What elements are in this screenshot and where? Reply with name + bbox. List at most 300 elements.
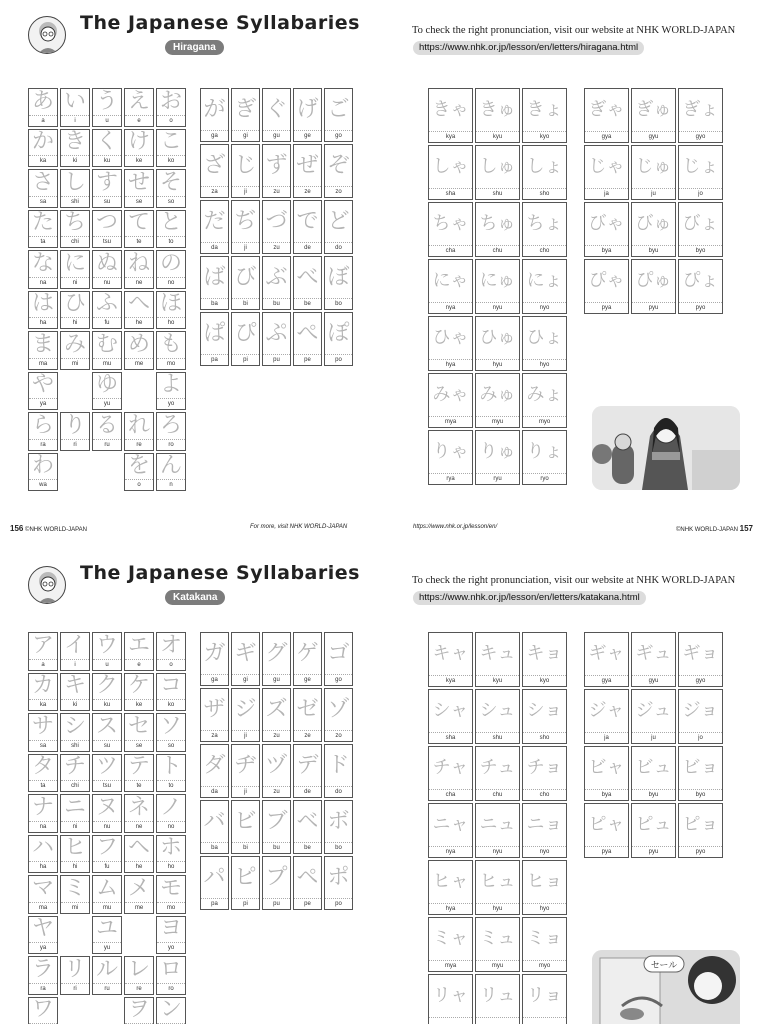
kana-glyph: シャ bbox=[429, 690, 472, 733]
kana-cell bbox=[428, 259, 473, 314]
romaji-label: ja bbox=[604, 735, 609, 741]
kana-glyph: ダ bbox=[201, 745, 228, 787]
kana-cell bbox=[262, 800, 291, 854]
shopping-illustration bbox=[592, 950, 740, 1024]
romaji-label: mo bbox=[166, 904, 176, 911]
kana-cell bbox=[28, 673, 58, 712]
kana-glyph: びょ bbox=[679, 203, 722, 246]
kana-glyph: サ bbox=[29, 714, 57, 741]
kana-cell bbox=[584, 803, 629, 858]
romaji-label: ro bbox=[168, 441, 174, 448]
romaji-label: gi bbox=[243, 677, 248, 683]
kana-cell bbox=[231, 200, 260, 254]
kana-glyph: ヒュ bbox=[476, 861, 519, 904]
kana-cell bbox=[156, 632, 186, 671]
romaji-label: a bbox=[41, 661, 45, 668]
kana-glyph: ジョ bbox=[679, 690, 722, 733]
kana-cell bbox=[28, 250, 58, 289]
kana-cell bbox=[428, 316, 473, 371]
romaji-label: ju bbox=[651, 191, 656, 197]
romaji-label: ha bbox=[39, 864, 47, 870]
kana-cell bbox=[324, 856, 353, 910]
kana-cell bbox=[231, 312, 260, 366]
kana-cell bbox=[200, 200, 229, 254]
kana-cell bbox=[324, 200, 353, 254]
kana-cell bbox=[92, 210, 122, 249]
kana-glyph: チョ bbox=[523, 747, 566, 790]
kana-cell bbox=[293, 256, 322, 310]
romaji-label: za bbox=[211, 189, 218, 195]
kana-glyph: ゼ bbox=[294, 689, 321, 731]
romaji-label: nyo bbox=[539, 305, 550, 311]
kana-glyph: ピュ bbox=[632, 804, 675, 847]
kana-cell bbox=[262, 256, 291, 310]
romaji-label: nya bbox=[445, 305, 456, 311]
romaji-label: mo bbox=[166, 360, 176, 367]
kana-glyph: ぷ bbox=[263, 313, 290, 355]
kana-glyph: ケ bbox=[125, 674, 153, 701]
kana-glyph: みゅ bbox=[476, 374, 519, 417]
kana-glyph: シュ bbox=[476, 690, 519, 733]
romaji-label: shi bbox=[71, 198, 79, 205]
kana-glyph: ニュ bbox=[476, 804, 519, 847]
footer-right bbox=[676, 524, 753, 533]
romaji-label: na bbox=[39, 279, 47, 286]
youon-dakuten-kana-grid bbox=[584, 632, 724, 858]
kana-glyph: さ bbox=[29, 170, 57, 197]
kana-cell bbox=[522, 860, 567, 915]
kana-cell bbox=[584, 689, 629, 744]
romaji-label: kya bbox=[445, 134, 456, 140]
kana-cell bbox=[262, 144, 291, 198]
kana-glyph: め bbox=[125, 332, 153, 359]
kana-cell bbox=[475, 917, 520, 972]
romaji-label: mi bbox=[71, 904, 79, 911]
kana-cell bbox=[92, 88, 122, 127]
romaji-label: myu bbox=[491, 963, 504, 969]
romaji-label: zu bbox=[273, 245, 280, 251]
kana-glyph: りょ bbox=[523, 431, 566, 474]
kana-glyph: ぞ bbox=[325, 145, 352, 187]
kana-cell bbox=[324, 88, 353, 142]
kana-glyph: グ bbox=[263, 633, 290, 675]
kana-cell bbox=[28, 331, 58, 370]
kana-glyph: きゃ bbox=[429, 89, 472, 132]
syllabary-badge: Hiragana bbox=[165, 40, 224, 55]
kana-cell bbox=[584, 202, 629, 257]
kana-glyph: と bbox=[157, 211, 185, 238]
kana-glyph: ブ bbox=[263, 801, 290, 843]
romaji-label: kyu bbox=[492, 678, 503, 684]
romaji-label: sa bbox=[39, 198, 47, 205]
kana-cell bbox=[28, 997, 58, 1024]
kana-cell bbox=[293, 856, 322, 910]
kana-cell bbox=[522, 632, 567, 687]
kana-cell bbox=[124, 673, 154, 712]
romaji-label: ba bbox=[211, 301, 218, 307]
romaji-label: mu bbox=[102, 360, 112, 367]
romaji-label: shu bbox=[492, 191, 503, 197]
kana-cell bbox=[156, 794, 186, 833]
kana-glyph: デ bbox=[294, 745, 321, 787]
romaji-label: ka bbox=[39, 158, 47, 164]
kana-cell bbox=[200, 256, 229, 310]
romaji-label: gu bbox=[273, 133, 280, 139]
romaji-label: da bbox=[211, 245, 218, 251]
kana-glyph: ぴ bbox=[232, 313, 259, 355]
kana-glyph: つ bbox=[93, 211, 121, 238]
kana-cell bbox=[584, 632, 629, 687]
romaji-label: pe bbox=[304, 901, 311, 907]
romaji-label: sa bbox=[39, 742, 47, 749]
romaji-label: nyu bbox=[492, 305, 503, 311]
kana-glyph: ヲ bbox=[125, 998, 153, 1024]
romaji-label: byu bbox=[648, 248, 659, 254]
romaji-label: ta bbox=[40, 783, 46, 789]
kana-cell bbox=[293, 744, 322, 798]
kana-cell bbox=[124, 412, 154, 451]
romaji-label: ne bbox=[135, 823, 143, 830]
romaji-label: chi bbox=[71, 783, 79, 789]
kana-cell bbox=[475, 803, 520, 858]
romaji-label: nu bbox=[103, 279, 111, 286]
romaji-label: be bbox=[304, 301, 311, 307]
kana-glyph: じょ bbox=[679, 146, 722, 189]
kana-glyph: ミ bbox=[61, 876, 89, 903]
kana-glyph: や bbox=[29, 373, 57, 400]
kana-cell bbox=[156, 453, 186, 492]
romaji-label: yu bbox=[103, 945, 111, 951]
kana-glyph: し bbox=[61, 170, 89, 197]
kana-glyph: みゃ bbox=[429, 374, 472, 417]
romaji-label: ya bbox=[39, 945, 47, 951]
romaji-label: da bbox=[211, 789, 218, 795]
kana-cell bbox=[156, 291, 186, 330]
romaji-label: ri bbox=[73, 985, 77, 992]
romaji-label: e bbox=[137, 117, 141, 124]
kana-glyph: キョ bbox=[523, 633, 566, 676]
kana-cell bbox=[231, 800, 260, 854]
kana-cell bbox=[60, 754, 90, 793]
kana-glyph: ぺ bbox=[294, 313, 321, 355]
kana-glyph: ぎゅ bbox=[632, 89, 675, 132]
kana-cell bbox=[124, 331, 154, 370]
kana-glyph: の bbox=[157, 251, 185, 278]
romaji-label: hyu bbox=[492, 362, 503, 368]
kana-glyph: ヒャ bbox=[429, 861, 472, 904]
romaji-label: su bbox=[103, 198, 111, 205]
kana-cell bbox=[631, 259, 676, 314]
kana-cell bbox=[200, 800, 229, 854]
kana-glyph: す bbox=[93, 170, 121, 197]
kana-glyph: ぱ bbox=[201, 313, 228, 355]
romaji-label: sha bbox=[445, 191, 456, 197]
kana-glyph: ミュ bbox=[476, 918, 519, 961]
kana-glyph: ろ bbox=[157, 413, 185, 440]
kana-glyph: ム bbox=[93, 876, 121, 903]
kana-glyph: ハ bbox=[29, 836, 57, 863]
kana-glyph: ニョ bbox=[523, 804, 566, 847]
romaji-label: yu bbox=[103, 401, 111, 407]
page-title: The Japanese Syllabaries bbox=[80, 562, 360, 584]
kana-cell bbox=[156, 754, 186, 793]
kana-cell bbox=[678, 88, 723, 143]
kana-cell bbox=[60, 875, 90, 914]
kana-cell bbox=[324, 744, 353, 798]
romaji-label: pa bbox=[211, 901, 218, 907]
kana-cell bbox=[60, 129, 90, 168]
kana-cell bbox=[631, 803, 676, 858]
romaji-label: do bbox=[335, 789, 342, 795]
kana-glyph: り bbox=[61, 413, 89, 440]
romaji-label: byo bbox=[695, 792, 706, 798]
kana-cell bbox=[92, 169, 122, 208]
basic-kana-grid bbox=[28, 632, 188, 1024]
romaji-label: mi bbox=[71, 360, 79, 367]
romaji-label: te bbox=[136, 783, 142, 789]
kana-cell bbox=[156, 250, 186, 289]
kana-cell bbox=[428, 860, 473, 915]
kana-glyph: じ bbox=[232, 145, 259, 187]
romaji-label: yo bbox=[167, 401, 175, 407]
youon-dakuten-kana-grid bbox=[584, 88, 724, 314]
pronunciation-notice: To check the right pronunciation, visit our website at NHK WORLD-JAPAN bbox=[412, 25, 736, 36]
dakuten-kana-grid bbox=[200, 632, 354, 910]
romaji-label: o bbox=[169, 117, 173, 124]
kana-glyph: ユ bbox=[93, 917, 121, 944]
kana-glyph: だ bbox=[201, 201, 228, 243]
kana-glyph: ヤ bbox=[29, 917, 57, 944]
kana-glyph: イ bbox=[61, 633, 89, 660]
kana-glyph: ナ bbox=[29, 795, 57, 822]
kana-glyph: ホ bbox=[157, 836, 185, 863]
kana-glyph: ギョ bbox=[679, 633, 722, 676]
kimono-girl-illustration bbox=[592, 406, 740, 490]
kana-cell bbox=[60, 331, 90, 370]
kana-glyph: べ bbox=[294, 257, 321, 299]
kana-glyph: リョ bbox=[523, 975, 566, 1018]
kana-cell bbox=[522, 373, 567, 428]
romaji-label: e bbox=[137, 661, 141, 668]
kana-cell bbox=[28, 210, 58, 249]
kana-glyph: い bbox=[61, 89, 89, 116]
kana-cell bbox=[293, 632, 322, 686]
kana-cell bbox=[92, 875, 122, 914]
romaji-label: gi bbox=[243, 133, 248, 139]
romaji-label: ki bbox=[72, 702, 78, 708]
romaji-label: ja bbox=[604, 191, 609, 197]
kana-glyph: ザ bbox=[201, 689, 228, 731]
kana-cell bbox=[28, 875, 58, 914]
romaji-label: bo bbox=[335, 845, 342, 851]
romaji-label: so bbox=[167, 198, 175, 205]
kana-glyph: ズ bbox=[263, 689, 290, 731]
kana-glyph: な bbox=[29, 251, 57, 278]
kana-cell bbox=[60, 412, 90, 451]
romaji-label: cho bbox=[539, 248, 550, 254]
kana-cell bbox=[262, 200, 291, 254]
kana-glyph: ゾ bbox=[325, 689, 352, 731]
kana-cell bbox=[124, 754, 154, 793]
footer-url-link[interactable]: https://www.nhk.or.jp/lesson/en/ bbox=[413, 524, 498, 530]
kana-cell bbox=[200, 632, 229, 686]
kana-cell bbox=[293, 688, 322, 742]
romaji-label: pu bbox=[273, 901, 280, 907]
romaji-label: pya bbox=[601, 849, 612, 855]
kana-cell bbox=[522, 88, 567, 143]
romaji-label: shu bbox=[492, 735, 503, 741]
kana-cell bbox=[678, 632, 723, 687]
romaji-label: nyu bbox=[492, 849, 503, 855]
kana-glyph: ぴょ bbox=[679, 260, 722, 303]
romaji-label: nyo bbox=[539, 849, 550, 855]
kana-glyph: びゃ bbox=[585, 203, 628, 246]
romaji-label: zu bbox=[273, 733, 280, 739]
romaji-label: za bbox=[211, 733, 218, 739]
kana-cell bbox=[584, 259, 629, 314]
kana-cell bbox=[678, 259, 723, 314]
lesson-url-link[interactable]: https://www.nhk.or.jp/lesson/en/letters/hiragana.html bbox=[413, 41, 644, 55]
kana-cell bbox=[92, 129, 122, 168]
romaji-label: fu bbox=[104, 320, 110, 326]
kana-cell bbox=[200, 688, 229, 742]
kana-cell bbox=[522, 803, 567, 858]
kana-glyph: ピャ bbox=[585, 804, 628, 847]
kana-cell bbox=[293, 144, 322, 198]
romaji-label: myo bbox=[538, 419, 551, 425]
kana-glyph: で bbox=[294, 201, 321, 243]
romaji-label: ze bbox=[304, 189, 311, 195]
kana-glyph: げ bbox=[294, 89, 321, 131]
youon-kana-grid bbox=[428, 88, 568, 485]
kana-glyph: リ bbox=[61, 957, 89, 984]
kana-cell bbox=[475, 632, 520, 687]
syllabary-badge: Katakana bbox=[165, 590, 225, 605]
romaji-label: ni bbox=[72, 823, 78, 830]
kana-glyph: じゃ bbox=[585, 146, 628, 189]
kana-glyph: ノ bbox=[157, 795, 185, 822]
kana-glyph: ら bbox=[29, 413, 57, 440]
kana-glyph: ワ bbox=[29, 998, 57, 1024]
kana-cell bbox=[475, 974, 520, 1024]
romaji-label: chi bbox=[71, 239, 79, 245]
kana-cell bbox=[124, 997, 154, 1024]
kana-cell bbox=[522, 430, 567, 485]
kana-glyph: う bbox=[93, 89, 121, 116]
romaji-label: zo bbox=[335, 733, 342, 739]
romaji-label: hi bbox=[72, 864, 78, 870]
kana-cell bbox=[428, 430, 473, 485]
kana-cell bbox=[678, 689, 723, 744]
romaji-label: ryu bbox=[493, 476, 502, 482]
kana-glyph: た bbox=[29, 211, 57, 238]
kana-cell bbox=[678, 803, 723, 858]
kana-cell bbox=[92, 632, 122, 671]
romaji-label: jo bbox=[698, 191, 703, 197]
romaji-label: ho bbox=[167, 320, 175, 326]
romaji-label: do bbox=[335, 245, 342, 251]
kana-cell bbox=[156, 88, 186, 127]
romaji-label: ku bbox=[103, 702, 111, 708]
kana-glyph: リュ bbox=[476, 975, 519, 1018]
kana-glyph: キャ bbox=[429, 633, 472, 676]
romaji-label: pyu bbox=[648, 849, 659, 855]
romaji-label: sho bbox=[539, 735, 550, 741]
romaji-label: kyo bbox=[539, 134, 550, 140]
kana-glyph: りゅ bbox=[476, 431, 519, 474]
kana-glyph: ふ bbox=[93, 292, 121, 319]
romaji-label: gyo bbox=[695, 678, 706, 684]
romaji-label: bi bbox=[243, 301, 248, 307]
kana-glyph: て bbox=[125, 211, 153, 238]
kana-cell bbox=[631, 689, 676, 744]
kana-cell bbox=[28, 291, 58, 330]
kana-cell bbox=[28, 956, 58, 995]
kana-glyph: ミャ bbox=[429, 918, 472, 961]
kana-glyph: ヒョ bbox=[523, 861, 566, 904]
empty-slot bbox=[124, 916, 154, 955]
romaji-label: re bbox=[136, 985, 142, 992]
romaji-label: to bbox=[168, 783, 174, 789]
romaji-label: gyo bbox=[695, 134, 706, 140]
romaji-label: cho bbox=[539, 792, 550, 798]
romaji-label: se bbox=[135, 198, 143, 205]
romaji-label: hya bbox=[445, 362, 456, 368]
kana-glyph: そ bbox=[157, 170, 185, 197]
romaji-label: ra bbox=[40, 441, 46, 448]
kana-cell bbox=[262, 312, 291, 366]
romaji-label: ga bbox=[211, 133, 218, 139]
romaji-label: ko bbox=[167, 702, 175, 708]
romaji-label: byu bbox=[648, 792, 659, 798]
kana-cell bbox=[522, 974, 567, 1024]
kana-glyph: ロ bbox=[157, 957, 185, 984]
kana-cell bbox=[475, 746, 520, 801]
kana-cell bbox=[631, 145, 676, 200]
romaji-label: ya bbox=[39, 401, 47, 407]
romaji-label: myu bbox=[491, 419, 504, 425]
kana-cell bbox=[156, 129, 186, 168]
romaji-label: ba bbox=[211, 845, 218, 851]
romaji-label: go bbox=[335, 677, 342, 683]
romaji-label: ze bbox=[304, 733, 311, 739]
kana-glyph: ちょ bbox=[523, 203, 566, 246]
kana-cell bbox=[156, 956, 186, 995]
kana-cell bbox=[584, 145, 629, 200]
kana-cell bbox=[60, 88, 90, 127]
kana-cell bbox=[293, 800, 322, 854]
teacher-avatar-icon bbox=[28, 566, 66, 604]
kana-cell bbox=[92, 754, 122, 793]
romaji-label: nu bbox=[103, 823, 111, 830]
kana-glyph: ぴゅ bbox=[632, 260, 675, 303]
kana-cell bbox=[231, 688, 260, 742]
romaji-label: he bbox=[135, 864, 143, 870]
lesson-url-link[interactable]: https://www.nhk.or.jp/lesson/en/letters/katakana.html bbox=[413, 591, 646, 605]
romaji-label: no bbox=[167, 279, 175, 286]
romaji-label: wa bbox=[39, 482, 47, 488]
empty-slot bbox=[60, 453, 90, 492]
kana-glyph: わ bbox=[29, 454, 57, 481]
kana-glyph: ば bbox=[201, 257, 228, 299]
kana-glyph: エ bbox=[125, 633, 153, 660]
copyright-right: ©NHK WORLD-JAPAN bbox=[676, 527, 738, 533]
kana-cell bbox=[124, 210, 154, 249]
romaji-label: be bbox=[304, 845, 311, 851]
kana-glyph: ベ bbox=[294, 801, 321, 843]
romaji-label: bo bbox=[335, 301, 342, 307]
kana-glyph: にゃ bbox=[429, 260, 472, 303]
